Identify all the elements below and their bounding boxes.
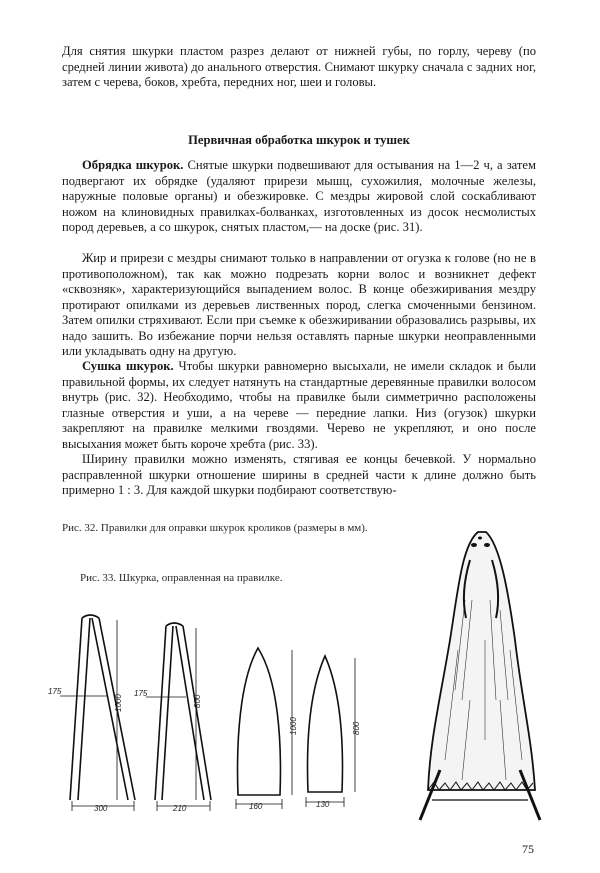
- paragraph-lead: Сушка шкурок.: [82, 359, 174, 373]
- intro-paragraph: Для снятия шкурки пластом разрез делают от нижней губы, по горлу, череву (по средней линии живота) до анального отверстия. Снимают шкурку сначала с задних ног, затем с черева, боков, хребта, передних ног, шеи и головы.: [62, 44, 536, 89]
- paragraph-fat-removal: Жир и прирези с мездры снимают только в направлении от огузка к голове (но не в противоположном), так как можно подрезать корни волос и возникнет дефект «сквозняк», характеризующийся выпадением волос. В конце обезжиривания мездру протирают опилками из деревьев лиственных пород, слегка смоченными бензином. Затем опилки стряхивают. Если при съемке к обезжиривании образовались разрывы, их надо зашить. Во избежание порчи нельзя оставлять парные шкурки неоправленными или укладывать одну на другую.: [62, 251, 536, 358]
- section-title: Первичная обработка шкурок и тушек: [188, 133, 410, 147]
- dimension-label: 300: [94, 804, 108, 813]
- paragraph-text: Снятые шкурки подвешивают для остывания на 1—2 ч, а затем подвергают их обрядке (удаляют прирези мышц, сухожилия, молочные железы, наружные половые органы) и обезжировке. С мездры жировой слой соскабливают ножом на клиновидных правилках-болванках, изготовленных из досок несмолистых пород деревьев, а со шкурок, снятых пластом,— на доске (рис. 31).: [62, 158, 536, 234]
- figure-33-caption: Рис. 33. Шкурка, оправленная на правилке.: [80, 572, 283, 584]
- figure-32-caption: Рис. 32. Правилки для оправки шкурок кроликов (размеры в мм).: [62, 522, 368, 534]
- dimension-label: 160: [249, 802, 263, 811]
- dimension-label: 800: [352, 721, 361, 735]
- paragraph-lead: Обрядка шкурок.: [82, 158, 184, 172]
- dimension-label: 1000: [289, 717, 298, 735]
- dimension-label: 1000: [114, 694, 123, 712]
- dimension-label: 175: [48, 687, 62, 696]
- dimension-label: 130: [316, 800, 330, 809]
- dimension-label: 210: [173, 804, 187, 813]
- dimension-label: 175: [134, 689, 148, 698]
- paragraph-frame-width: Ширину правилки можно изменять, стягивая ее концы бечевкой. У нормально расправленной шкурки отношение ширины в средней части к длине должно быть примерно 1 : 3. Для каждой шкурки подбирают соответствую-: [62, 452, 536, 497]
- paragraph-text: Чтобы шкурки равномерно высыхали, не имели складок и были правильной формы, их следует натянуть на стандартные деревянные правилки волосом внутрь (рис. 32). Необходимо, чтобы на правилке были симметрично расположены глазные отверстия и уши, а на череве — передние лапки. Низ (огузок) шкурки закрепляют на правилке мелкими гвоздями. Черево не укрепляют, и оно после высыхания может быть короче хребта (рис. 33).: [62, 359, 536, 451]
- page-number: 75: [522, 842, 534, 856]
- dimension-label: 800: [193, 694, 202, 708]
